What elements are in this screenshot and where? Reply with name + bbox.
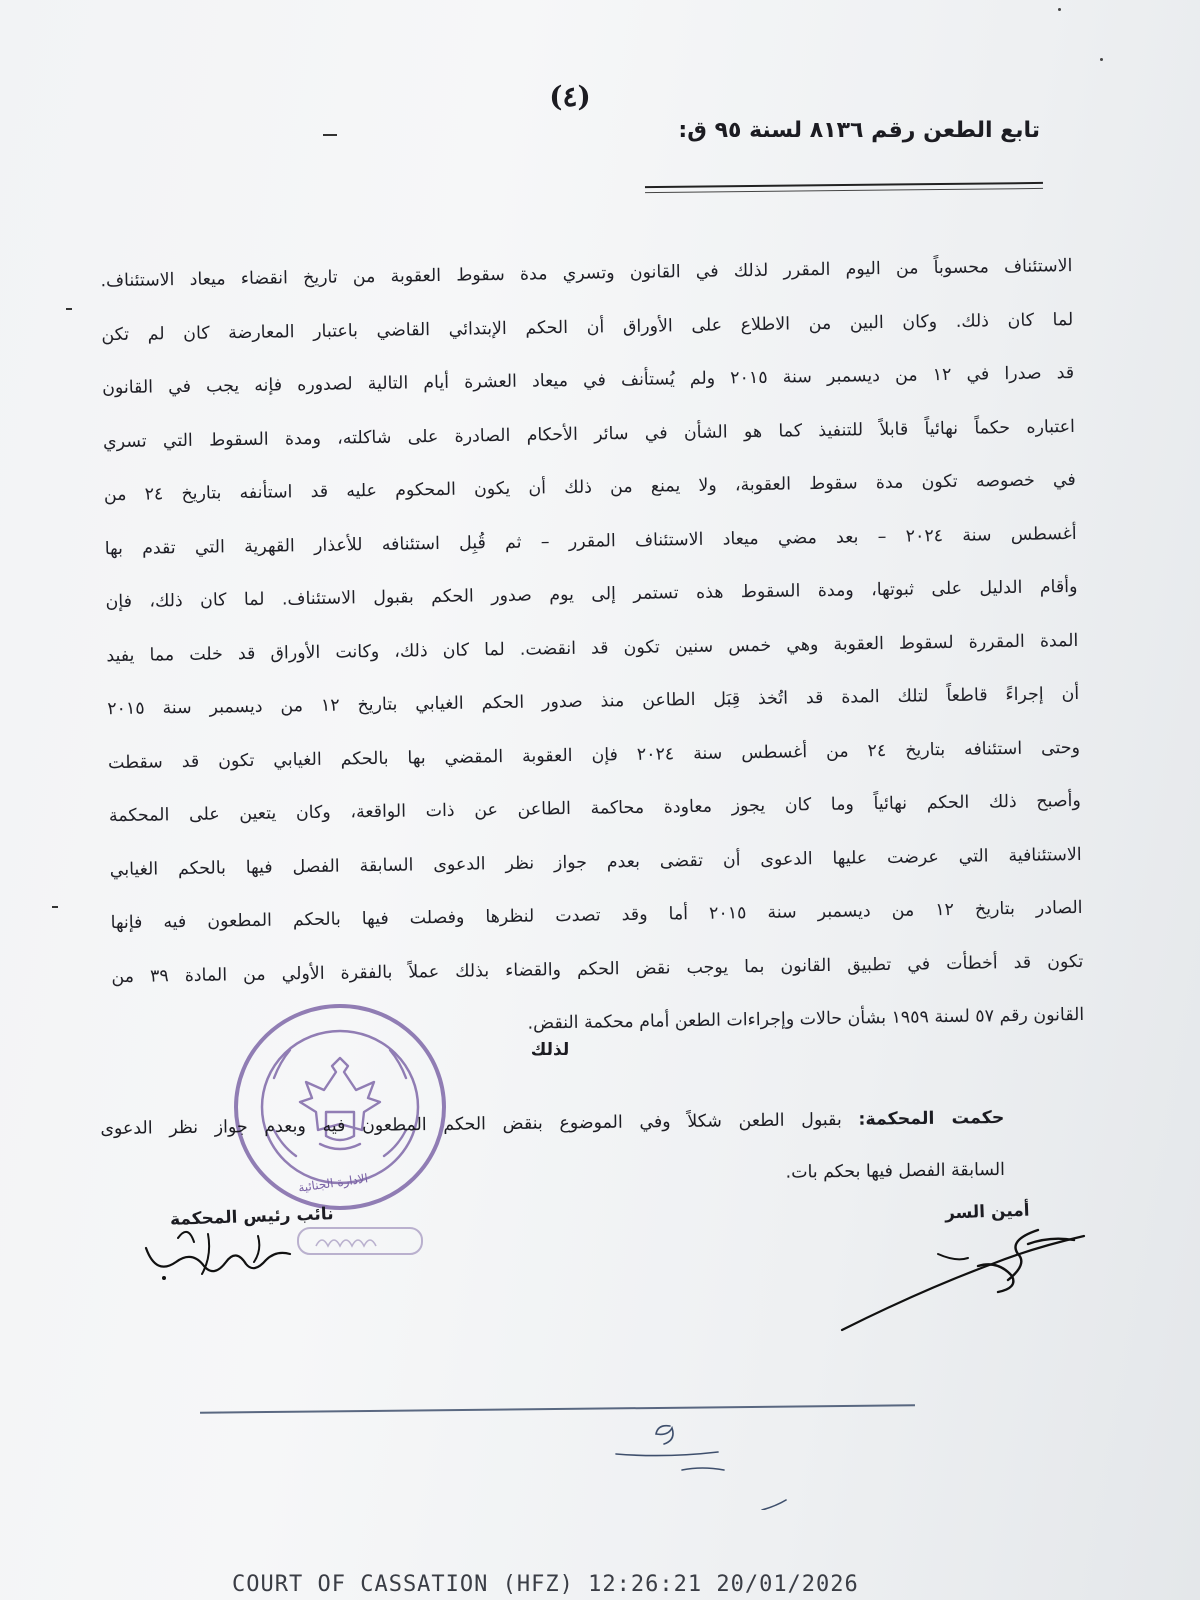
paper-speck xyxy=(1058,8,1061,11)
ruling-line: السابقة الفصل فيها بحكم بات. xyxy=(785,1159,1006,1183)
page-number: (٤) xyxy=(549,80,591,113)
vice-president-label: نائب رئيس المحكمة xyxy=(169,1204,334,1230)
body-line: أن إجراءً قاطعاً لتلك المدة قد اتُخذ قِبَل الطاعن منذ صدور الحكم الغيابي بتاريخ ١٢ من ديسمبر سنة ٢٠١٥ xyxy=(107,683,1080,720)
vice-president-signature xyxy=(138,1218,298,1288)
court-secretary-signature xyxy=(838,1224,1098,1334)
body-line: الصادر بتاريخ ١٢ من ديسمبر سنة ٢٠١٥ أما وقد تصدت لنظرها وفصلت فيها بالحكم المطعون فيه فإنها xyxy=(110,897,1083,934)
ink-dash-mark xyxy=(323,134,337,136)
court-timestamp: COURT OF CASSATION (HFZ) 12:26:21 20/01/2026 xyxy=(232,1572,859,1597)
body-line: وأقام الدليل على ثبوتها، ومدة السقوط هذه تستمر إلى يوم صدور الحكم بقبول الاستئناف. لما كان ذلك، فإن xyxy=(105,576,1078,613)
ruling-label: حكمت المحكمة: xyxy=(858,1107,1005,1130)
appeal-header-title: تابع الطعن رقم ٨١٣٦ لسنة ٩٥ ق: xyxy=(678,118,1040,143)
header-underline xyxy=(645,182,1043,193)
body-line: لما كان ذلك. وكان البين من الاطلاع على الأوراق أن الحكم الإبتدائي القاضي باعتبار المعارضة كان لم تكن xyxy=(101,309,1074,345)
body-line: وحتى استئنافه بتاريخ ٢٤ من أغسطس سنة ٢٠٢٤ فإن العقوبة المقضي بها بالحكم الغيابي تكون قد سقطت xyxy=(107,737,1081,773)
pencil-marks xyxy=(612,1420,812,1510)
court-secretary-label: أمين السر xyxy=(944,1200,1030,1224)
body-line: وأصبح ذلك الحكم نهائياً وما كان يجوز معاودة محاكمة الطاعن عن ذات الواقعة، وكان يتعين على المحكمة xyxy=(108,790,1081,827)
body-line: في خصوصه تكون مدة سقوط العقوبة، ولا يمنع من ذلك أن يكون المحكوم عليه قد استأنفه بتاريخ ٢٤ من xyxy=(103,469,1076,506)
body-line: اعتباره حكماً نهائياً قابلاً للتنفيذ كما هو الشأن في سائر الأحكام الصادرة على شاكلته، ومدة السقوط التي تسري xyxy=(102,416,1076,452)
document-number-stamp xyxy=(296,1226,426,1256)
body-line: الاستئنافية التي عرضت عليها الدعوى أن تقضى بعدم جواز نظر الدعوى السابقة الفصل فيها بالحكم الغيابي xyxy=(109,844,1082,880)
ruling-text: بقبول الطعن شكلاً وفي الموضوع بنقض الحكم المطعون فيه وبعدم جواز نظر الدعوى xyxy=(100,1109,859,1140)
paper-speck xyxy=(1100,58,1103,61)
body-line: القانون رقم ٥٧ لسنة ١٩٥٩ بشأن حالات وإجراءات الطعن أمام محكمة النقض. xyxy=(527,1004,1085,1034)
ink-dash-mark xyxy=(52,906,58,908)
seal-text: الادارة الجنائية xyxy=(297,1171,369,1195)
ink-dash-mark xyxy=(66,308,72,310)
footer-rule xyxy=(200,1404,915,1413)
body-line: أغسطس سنة ٢٠٢٤ – بعد مضي ميعاد الاستئناف المقرر – ثم قُبِل استئنافه للأعذار القهرية التي تقدم بها xyxy=(104,523,1077,559)
body-line: تكون قد أخطأت في تطبيق القانون بما يوجب نقض الحكم والقضاء بذلك عملاً بالفقرة الأولي من المادة ٣٩ من xyxy=(111,951,1084,987)
body-line: المدة المقررة لسقوط العقوبة وهي خمس سنين تكون قد انقضت. لما كان ذلك، وكانت الأوراق قد خلت مما يفيد xyxy=(106,630,1079,666)
body-line: قد صدرا في ١٢ من ديسمبر سنة ٢٠١٥ ولم يُستأنف في ميعاد العشرة أيام التالية لصدوره فإنه يجب في القانون xyxy=(102,362,1075,399)
judgment-body xyxy=(100,240,1084,1058)
body-line: الاستئناف محسوباً من اليوم المقرر لذلك في القانون وتسري مدة سقوط العقوبة من تاريخ انقضاء ميعاد الاستئناف. xyxy=(100,255,1073,292)
court-ruling xyxy=(100,1092,1005,1207)
conclusion-heading: لذلك xyxy=(530,1040,570,1060)
